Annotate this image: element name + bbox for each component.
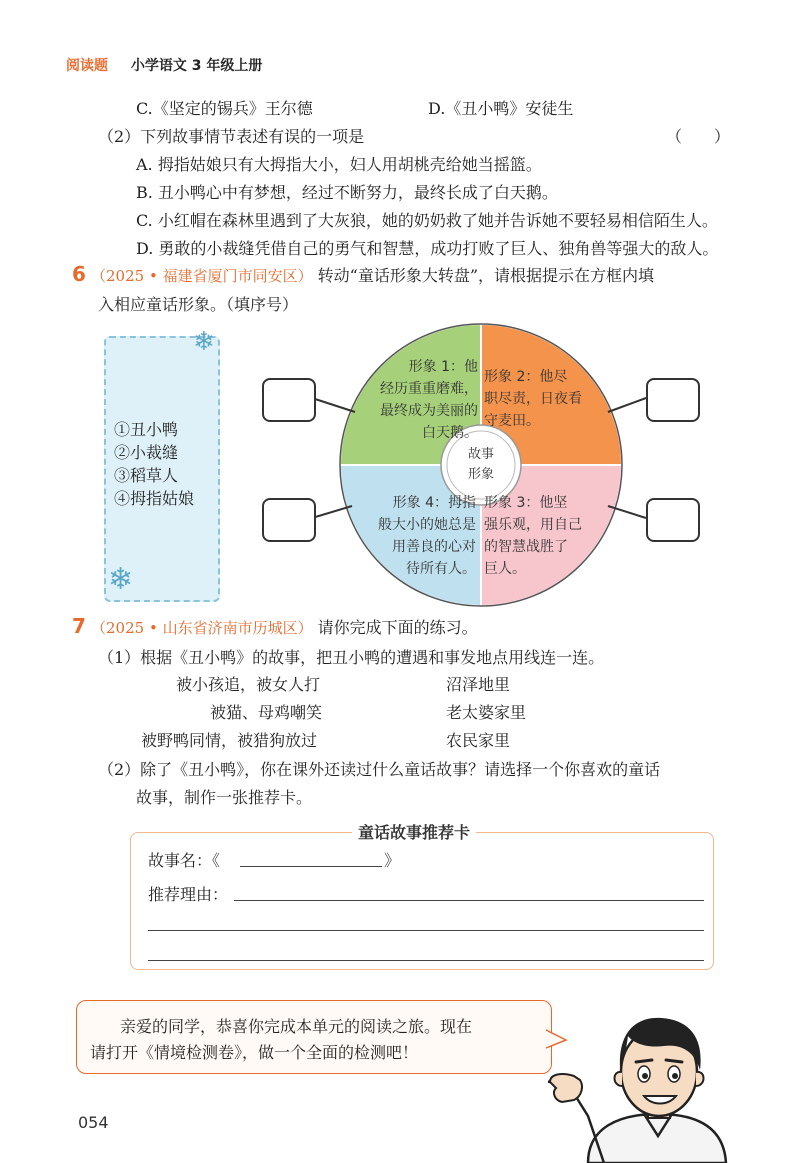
wheel-center-line: 形象: [467, 467, 494, 482]
wheel-center-label: [461, 445, 501, 485]
q6-stem-line1: 转动“童话形象大转盘”，请根据提示在方框内填: [317, 266, 655, 285]
answer-box-image-1[interactable]: [262, 378, 316, 422]
q5-choice-b: B. 丑小鸭心中有梦想，经过不断努力，最终长成了白天鹅。: [136, 183, 558, 202]
connector-line: [608, 398, 646, 412]
story-name-close: 》: [384, 851, 401, 870]
segment-text-line: 形象 3：他坚: [484, 495, 568, 511]
q5-option-c: C.《坚定的锡兵》王尔德: [136, 99, 313, 118]
snowflake-icon: ❄: [108, 562, 134, 597]
q5-sub2-stem: （2）下列故事情节表述有误的一项是: [98, 127, 365, 146]
segment-text-line: 般大小的她总是: [378, 517, 476, 533]
connector-line: [312, 398, 355, 412]
matching-left-item[interactable]: 被猫、母鸡嘲笑: [210, 703, 323, 722]
character-option: ④拇指姑娘: [114, 489, 195, 508]
reason-label: 推荐理由：: [148, 885, 229, 904]
recommendation-card-title: 童话故事推荐卡: [352, 820, 476, 843]
matching-left-item[interactable]: 被小孩追，被女人打: [176, 675, 321, 694]
segment-text-line: 经历重重磨难，: [380, 381, 478, 397]
reason-input-line[interactable]: [148, 960, 704, 961]
character-option: ③稻草人: [114, 466, 179, 485]
segment-text-line: 形象 2：他尽: [484, 369, 568, 385]
segment-text-line: 巨人。: [484, 561, 526, 577]
answer-box-image-3[interactable]: [646, 498, 700, 542]
matching-right-item[interactable]: 农民家里: [446, 731, 511, 750]
q7-sub2-line2: 故事，制作一张推荐卡。: [136, 788, 313, 807]
q6-number: 6: [72, 262, 86, 286]
q5-option-d: D.《丑小鸭》安徒生: [428, 99, 574, 118]
q7-source: （2025 • 山东省济南市历城区）: [91, 619, 313, 637]
closing-line-2: 请打开《情境检测卷》，做一个全面的检测吧！: [90, 1043, 419, 1062]
q5-choice-c: C. 小红帽在森林里遇到了大灰狼，她的奶奶救了她并告诉她不要轻易相信陌生人。: [136, 211, 718, 230]
cartoon-boy-illustration: [548, 1010, 738, 1163]
q7-sub1: （1）根据《丑小鸭》的故事，把丑小鸭的遭遇和事发地点用线连一连。: [98, 648, 605, 667]
segment-text-line: 形象 4：拇指: [392, 495, 476, 511]
q7-heading: [72, 614, 478, 638]
q7-sub2-line1: （2）除了《丑小鸭》，你在课外还读过什么童话故事？请选择一个你喜欢的童话: [98, 760, 661, 779]
reason-input-line[interactable]: [148, 930, 704, 931]
q7-number: 7: [72, 614, 86, 638]
header-tag: 阅读题: [66, 58, 108, 74]
q6-source: （2025 • 福建省厦门市同安区）: [91, 267, 313, 285]
matching-left-item[interactable]: 被野鸭同情，被猎狗放过: [141, 731, 318, 750]
q7-stem: 请你完成下面的练习。: [317, 618, 478, 637]
segment-text-line: 职尽责，日夜看: [484, 391, 582, 407]
segment-text-line: 强乐观，用自己: [484, 517, 582, 533]
answer-box-image-2[interactable]: [646, 378, 700, 422]
story-name-row: [148, 848, 220, 871]
closing-message: [90, 1014, 473, 1066]
wheel-segment-4-text: [346, 492, 476, 580]
wheel-segment-1-text: [352, 356, 478, 444]
segment-text-line: 守麦田。: [484, 413, 540, 429]
page-number: 054: [78, 1113, 109, 1132]
snowflake-icon: ❄: [193, 327, 215, 357]
story-name-input-line[interactable]: [240, 866, 382, 867]
story-name-label: 故事名：《: [148, 851, 221, 870]
reason-input-line[interactable]: [234, 900, 704, 901]
wheel-segment-2-text: [484, 366, 596, 432]
character-option: ①丑小鸭: [114, 420, 179, 439]
answer-box-image-4[interactable]: [262, 498, 316, 542]
segment-text-line: 待所有人。: [406, 561, 476, 577]
closing-line-1: 亲爱的同学，恭喜你完成本单元的阅读之旅。现在: [120, 1017, 473, 1036]
q5-choice-d: D. 勇敢的小裁缝凭借自己的勇气和智慧，成功打败了巨人、独角兽等强大的敌人。: [136, 239, 719, 258]
segment-text-line: 白天鹅。: [422, 425, 478, 441]
wheel-segment-3-text: [484, 492, 604, 580]
q5-answer-paren[interactable]: （ ）: [666, 127, 731, 146]
wheel-center-line: 故事: [467, 447, 494, 462]
matching-right-item[interactable]: 沼泽地里: [446, 675, 511, 694]
header-book-title: 小学语文 3 年级上册: [130, 58, 263, 74]
q5-choice-a: A. 拇指姑娘只有大拇指大小，妇人用胡桃壳给她当摇篮。: [136, 155, 542, 174]
segment-text-line: 的智慧战胜了: [484, 539, 568, 555]
segment-text-line: 形象 1：他: [408, 359, 478, 375]
segment-text-line: 最终成为美丽的: [380, 403, 478, 419]
character-option: ②小裁缝: [114, 443, 179, 462]
matching-right-item[interactable]: 老太婆家里: [446, 703, 527, 722]
q6-stem-line2: 入相应童话形象。（填序号）: [98, 295, 299, 314]
segment-text-line: 用善良的心对: [392, 539, 476, 555]
